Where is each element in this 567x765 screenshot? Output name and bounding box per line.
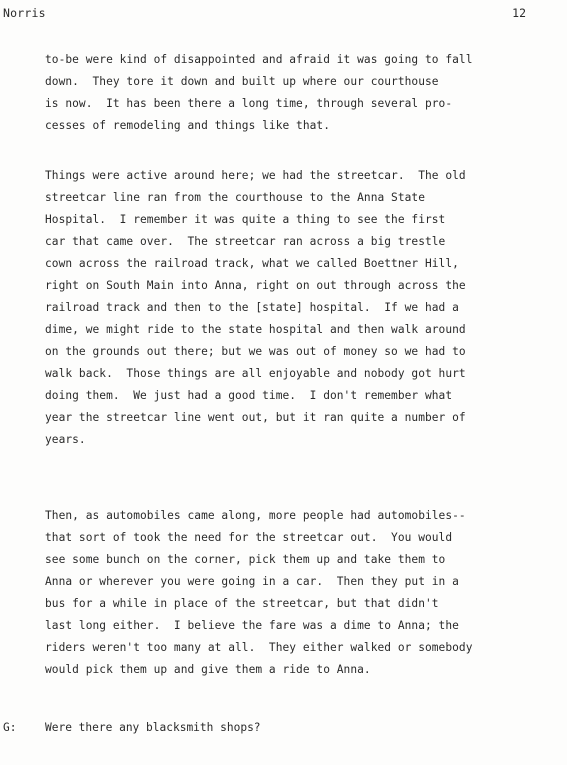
text-line: last long either. I believe the fare was a dime to Anna; the — [45, 619, 459, 632]
paragraph-2 — [45, 165, 525, 451]
text-line: walk back. Those things are all enjoyable and nobody got hurt — [45, 367, 466, 380]
text-line: cesses of remodeling and things like that. — [45, 119, 330, 132]
paragraph-3 — [45, 505, 525, 681]
text-line: see some bunch on the corner, pick them up and take them to — [45, 553, 446, 566]
text-line: year the streetcar line went out, but it ran quite a number of — [45, 411, 466, 424]
interviewer-question — [3, 717, 261, 739]
text-line: doing them. We just had a good time. I don't remember what — [45, 389, 453, 402]
text-line: bus for a while in place of the streetcar, but that didn't — [45, 597, 439, 610]
text-line: Hospital. I remember it was quite a thing to see the first — [45, 213, 446, 226]
text-line: Then, as automobiles came along, more people had automobiles-- — [45, 509, 466, 522]
speaker-label: G: — [3, 721, 17, 734]
text-line: streetcar line ran from the courthouse to the Anna State — [45, 191, 425, 204]
text-line: on the grounds out there; but we was out of money so we had to — [45, 345, 466, 358]
text-line: is now. It has been there a long time, through several pro- — [45, 97, 453, 110]
paragraph-1 — [45, 49, 525, 137]
text-line: Things were active around here; we had the streetcar. The old — [45, 169, 466, 182]
text-line: railroad track and then to the [state] hospital. If we had a — [45, 301, 459, 314]
text-line: that sort of took the need for the streetcar out. You would — [45, 531, 453, 544]
text-line: down. They tore it down and built up where our courthouse — [45, 75, 439, 88]
text-line: right on South Main into Anna, right on out through across the — [45, 279, 466, 292]
text-line: car that came over. The streetcar ran across a big trestle — [45, 235, 446, 248]
text-line: Anna or wherever you were going in a car. Then they put in a — [45, 575, 459, 588]
text-line: would pick them up and give them a ride to Anna. — [45, 663, 371, 676]
text-line: riders weren't too many at all. They either walked or somebody — [45, 641, 473, 654]
text-line: years. — [45, 433, 86, 446]
text-line: to-be were kind of disappointed and afraid it was going to fall — [45, 53, 473, 66]
text-line: dime, we might ride to the state hospital and then walk around — [45, 323, 466, 336]
text-line: cown across the railroad track, what we called Boettner Hill, — [45, 257, 459, 270]
page-number: 12 — [512, 6, 526, 20]
question-text: Were there any blacksmith shops? — [45, 721, 261, 734]
running-header-name: Norris — [3, 6, 46, 20]
